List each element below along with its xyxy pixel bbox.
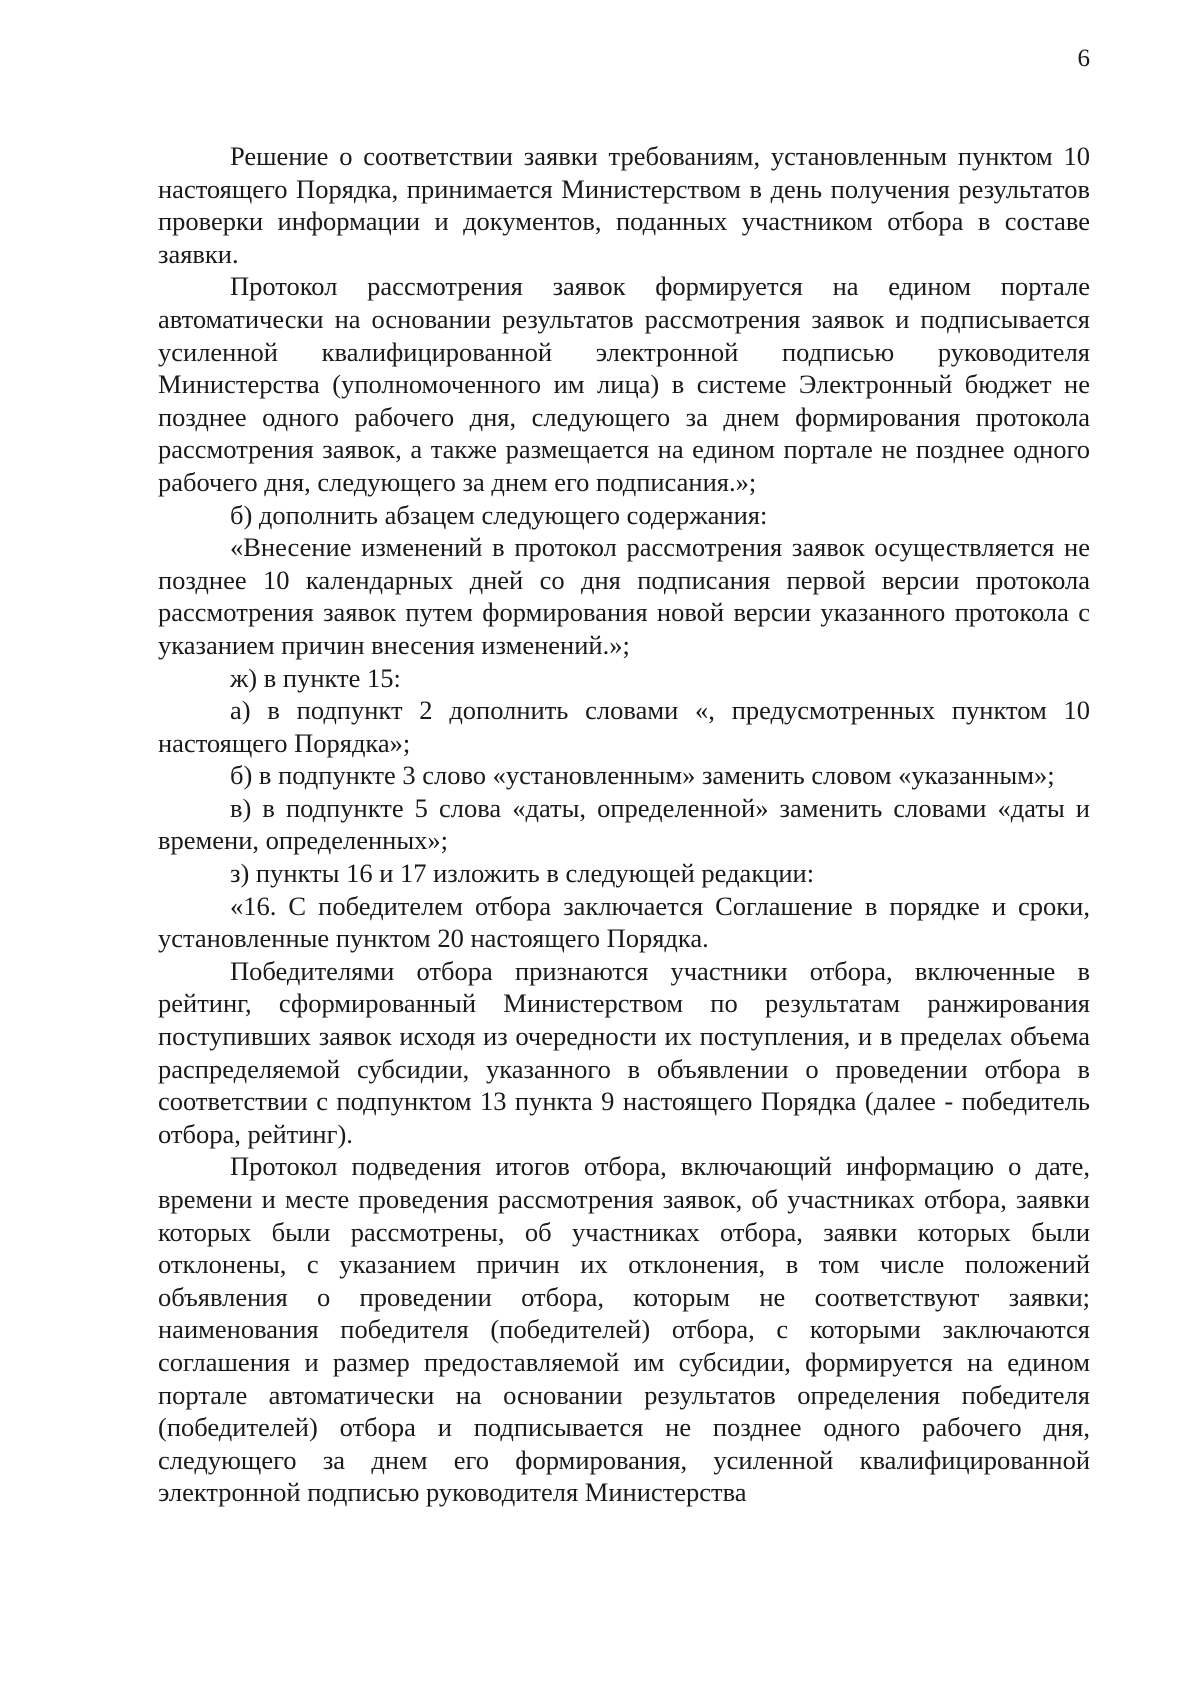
paragraph-protocol-review: Протокол рассмотрения заявок формируется на едином портале автоматически на основании результатов рассмотрения заявок и подписывается усиленной квалифицированной электронной подписью руководителя Министерства (уполномоченного им лица) в системе Электронный бюджет не позднее одного рабочего дня, следующего за днем формирования протокола рассмотрения заявок, а также размещается на едином портале не позднее одного рабочего дня, следующего за днем его подписания.»; [158, 271, 1090, 497]
paragraph-subitem-b: б) в подпункте 3 слово «установленным» заменить словом «указанным»; [230, 760, 1055, 791]
paragraph-subitem-v: в) в подпункте 5 слова «даты, определенной» заменить словами «даты и времени, определенных»; [158, 792, 1090, 856]
paragraph-amendment-zh: ж) в пункте 15: [230, 662, 401, 693]
paragraph-results-protocol: Протокол подведения итогов отбора, включающий информацию о дате, времени и месте проведения рассмотрения заявок, об участниках отбора, заявки которых были рассмотрены, об участниках отбора, заявки которых были отклонены, с указанием причин их отклонения, в том числе положений объявления о проведении отбора, которым не соответствуют заявки; наименования победителя (победителей) отбора, с которыми заключаются соглашения и размер предоставляемой им субсидии, формируется на едином портале автоматически на основании результатов определения победителя (победителей) отбора и подписывается не позднее одного рабочего дня, следующего за днем его формирования, усиленной квалифицированной электронной подписью руководителя Министерства [158, 1151, 1090, 1508]
paragraph-decision: Решение о соответствии заявки требованиям, установленным пунктом 10 настоящего Порядка, принимается Министерством в день получения результатов проверки информации и документов, поданных участником отбора в составе заявки. [158, 141, 1090, 269]
paragraph-subitem-a: а) в подпункт 2 дополнить словами «, предусмотренных пунктом 10 настоящего Порядка»; [158, 695, 1090, 758]
page-number: 6 [1077, 45, 1090, 72]
paragraph-amendment-b: б) дополнить абзацем следующего содержания: [230, 499, 768, 530]
paragraph-winners: Победителями отбора признаются участники отбора, включенные в рейтинг, сформированный Министерством по результатам ранжирования поступивших заявок исходя из очередности их поступления, и в пределах объема распределяемой субсидии, указанного в объявлении о проведении отбора в соответствии с подпунктом 13 пункта 9 настоящего Порядка (далее - победитель отбора, рейтинг). [158, 955, 1090, 1149]
paragraph-amendment-z: з) пункты 16 и 17 изложить в следующей редакции: [230, 858, 815, 889]
paragraph-protocol-changes: «Внесение изменений в протокол рассмотрения заявок осуществляется не позднее 10 календарных дней со дня подписания первой версии протокола рассмотрения заявок путем формирования новой версии указанного протокола с указанием причин внесения изменений.»; [158, 532, 1090, 660]
document-body [158, 140, 1090, 1509]
paragraph-item-16: «16. С победителем отбора заключается Соглашение в порядке и сроки, установленные пунктом 20 настоящего Порядка. [158, 890, 1090, 954]
